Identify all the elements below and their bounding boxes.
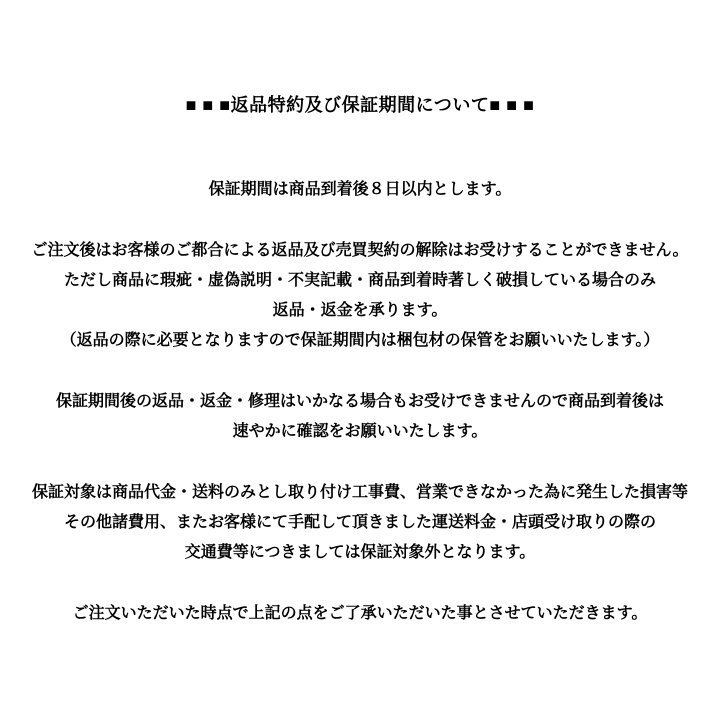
policy-line: ご注文いただいた時点で上記の点をご了承いただいた事とさせていただきます。 xyxy=(72,605,648,622)
after-warranty-section xyxy=(0,387,720,447)
policy-line: 保証対象は商品代金・送料のみとし取り付け工事費、営業できなかった為に発生した損害等 xyxy=(31,484,688,501)
policy-line: その他諸費用、またお客様にて手配して頂きました運送料金・店頭受け取りの際の xyxy=(63,514,656,531)
policy-line: （返品の際に必要となりますので保証期間内は梱包材の保管をお願いいたします。） xyxy=(60,332,660,349)
policy-line: 速やかに確認をお願いいたします。 xyxy=(232,423,488,440)
policy-line: 保証期間は商品到着後８日以内とします。 xyxy=(208,181,512,198)
policy-line: 保証期間後の返品・返金・修理はいかなる場合もお受けできませんので商品到着後は xyxy=(55,393,664,410)
page-title: ■ ■ ■返品特約及び保証期間について■ ■ ■ xyxy=(185,95,535,115)
policy-line: 交通費等につきましては保証対象外となります。 xyxy=(184,544,536,561)
policy-line: ご注文後はお客様のご都合による返品及び売買契約の解除はお受けすることができません。 xyxy=(31,242,689,259)
acknowledgement-section xyxy=(0,599,720,629)
policy-line: ただし商品に瑕疵・虚偽説明・不実記載・商品到着時著しく破損している場合のみ xyxy=(63,272,656,289)
return-conditions-section xyxy=(0,236,720,356)
policy-line: 返品・返金を承ります。 xyxy=(272,302,448,319)
warranty-scope-section xyxy=(0,478,720,568)
warranty-period-section xyxy=(0,175,720,205)
